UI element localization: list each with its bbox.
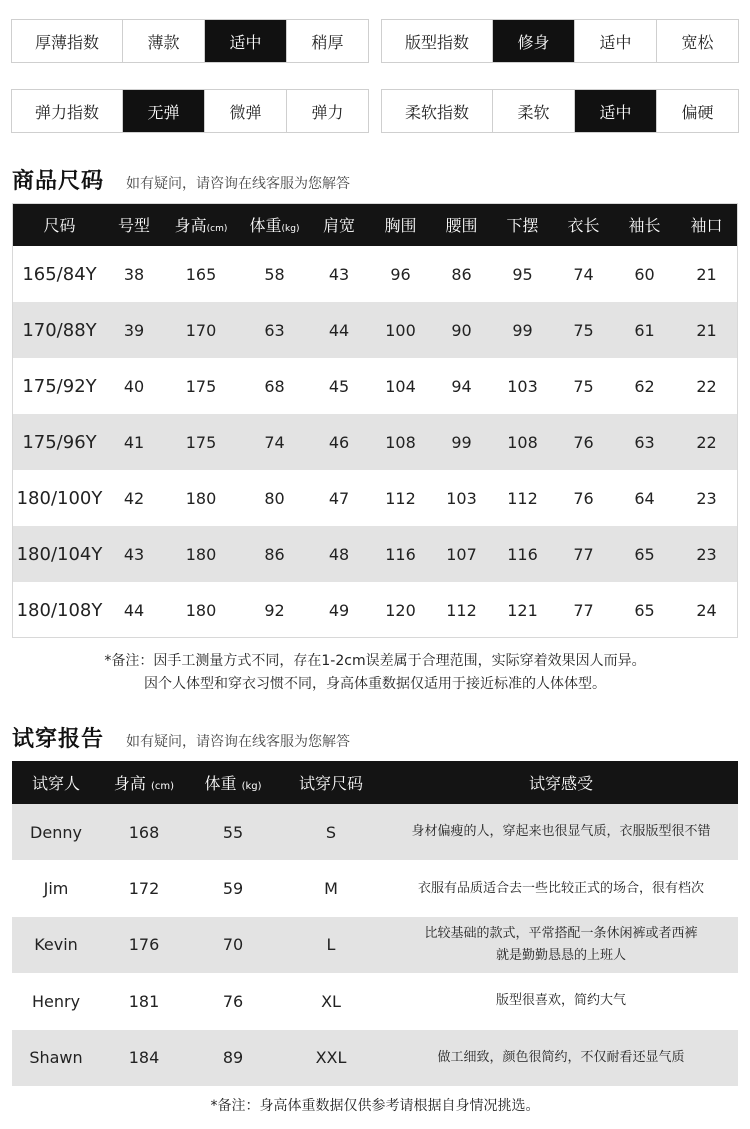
size-value-cell: 120: [385, 600, 416, 620]
softness-option-hard: 偏硬: [656, 90, 738, 132]
header-tester-height-unit: (cm): [151, 781, 175, 792]
size-value-cell: 40: [123, 376, 145, 396]
size-label-cell: 165/84Y: [22, 263, 97, 285]
size-value-cell: 41: [107, 414, 161, 470]
softness-index-label: 柔软指数: [404, 102, 469, 122]
header-height-label: 身高: [174, 216, 207, 235]
fit-option-regular: 适中: [574, 20, 656, 62]
header-cuff: 袖口: [675, 203, 738, 246]
size-value-cell: 68: [264, 376, 285, 396]
size-note-line-1: *备注：因手工测量方式不同，存在1-2cm误差属于合理范围，实际穿着效果因人而异。: [104, 653, 646, 669]
size-label-cell: 180/108Y: [16, 599, 103, 621]
size-value-cell: 74: [241, 414, 308, 470]
size-table-row: [12, 414, 738, 470]
size-value-cell: 74: [573, 264, 594, 284]
tester-name-cell: Jim: [43, 879, 69, 899]
elasticity-index-label: 弹力指数: [34, 102, 99, 122]
size-value-cell: 21: [675, 302, 738, 358]
size-value-cell: 24: [696, 600, 717, 620]
size-value-cell: 43: [107, 526, 161, 582]
tester-feedback-line: 身材偏瘦的人，穿起来也很显气质，衣服版型很不错: [411, 824, 711, 840]
size-table-row: [12, 582, 738, 638]
size-section-title: 商品尺码: [12, 169, 105, 194]
size-value-cell: 62: [634, 376, 655, 396]
elasticity-option-stretch: 弹力: [286, 90, 368, 132]
size-value-cell: 94: [451, 376, 472, 396]
tester-weight-cell: 59: [222, 879, 244, 899]
size-value-cell: 49: [328, 600, 350, 620]
tester-feedback-cell: [384, 917, 738, 973]
try-table-row: [12, 917, 738, 973]
header-height: [161, 203, 241, 246]
size-chart-table: [12, 203, 738, 638]
tester-size-cell: XXL: [278, 1030, 384, 1086]
size-value-cell: 47: [328, 488, 350, 508]
header-model: 号型: [107, 203, 161, 246]
size-value-cell: 95: [512, 264, 533, 284]
try-table-row: [12, 1030, 738, 1086]
tester-feedback-cell: [384, 860, 738, 916]
thickness-option-thin: 薄款: [122, 20, 204, 62]
size-value-cell: 23: [696, 488, 717, 508]
size-value-cell: 103: [507, 376, 538, 396]
size-value-cell: 39: [107, 302, 161, 358]
size-value-cell: 63: [241, 302, 308, 358]
tester-feedback-cell: [384, 973, 738, 1029]
softness-option-soft: 柔软: [492, 90, 574, 132]
try-section-heading: [12, 722, 350, 753]
size-value-cell: 103: [446, 488, 477, 508]
thickness-index-label: 厚薄指数: [34, 32, 99, 52]
size-value-cell: 100: [370, 302, 431, 358]
size-value-cell: 75: [573, 376, 594, 396]
header-tester-height-label: 身高: [113, 774, 146, 793]
header-tester: 试穿人: [12, 761, 100, 804]
size-value-cell: 99: [431, 414, 492, 470]
size-value-cell: 21: [696, 264, 717, 284]
header-tester-size: 试穿尺码: [278, 761, 384, 804]
tester-height-cell: 184: [100, 1030, 188, 1086]
tester-size-cell: M: [324, 879, 338, 899]
size-value-cell: 44: [123, 600, 145, 620]
size-value-cell: 65: [634, 600, 655, 620]
thickness-option-thick: 稍厚: [286, 20, 368, 62]
tester-size-cell: S: [278, 804, 384, 860]
header-tester-weight-label: 体重: [204, 774, 237, 793]
header-shoulder: 肩宽: [308, 203, 370, 246]
size-value-cell: 63: [614, 414, 675, 470]
try-section-subtitle: 如有疑问，请咨询在线客服为您解答: [126, 734, 351, 750]
size-value-cell: 45: [328, 376, 350, 396]
size-value-cell: 180: [185, 600, 217, 620]
size-table-row: [12, 358, 738, 414]
tester-feedback-line: 版型很喜欢，简约大气: [495, 993, 626, 1009]
size-label-cell: 170/88Y: [12, 302, 107, 358]
tester-feedback-line: 就是勤勤恳恳的上班人: [495, 947, 626, 963]
thickness-option-medium: 适中: [204, 20, 286, 62]
try-table-row: [12, 860, 738, 916]
size-value-cell: 77: [553, 526, 614, 582]
tester-weight-cell: 70: [188, 917, 278, 973]
header-chest: 胸围: [370, 203, 431, 246]
try-table-row: [12, 973, 738, 1029]
try-note: *备注：身高体重数据仅供参考请根据自身情况挑选。: [210, 1098, 540, 1114]
size-value-cell: 38: [123, 264, 145, 284]
size-value-cell: 60: [634, 264, 655, 284]
size-value-cell: 86: [241, 526, 308, 582]
tester-weight-cell: 55: [188, 804, 278, 860]
tester-feedback-cell: [384, 804, 738, 860]
size-value-cell: 108: [370, 414, 431, 470]
elasticity-option-slight: 微弹: [204, 90, 286, 132]
size-value-cell: 121: [507, 600, 538, 620]
tester-feedback-line: 衣服有品质适合去一些比较正式的场合，很有档次: [417, 880, 704, 896]
try-on-report-table: [12, 761, 738, 1086]
size-value-cell: 180: [185, 488, 217, 508]
size-value-cell: 23: [675, 526, 738, 582]
fit-index-label: 版型指数: [404, 32, 469, 52]
size-label-cell: 180/104Y: [12, 526, 107, 582]
header-tester-weight: [188, 761, 278, 804]
try-table-row: [12, 804, 738, 860]
tester-weight-cell: 89: [188, 1030, 278, 1086]
size-note-line-2: 因个人体型和穿衣习惯不同，身高体重数据仅适用于接近标准的人体体型。: [144, 676, 606, 692]
tester-weight-cell: 76: [222, 991, 244, 1011]
size-value-cell: 165: [185, 264, 217, 284]
tester-name-cell: Henry: [31, 991, 81, 1011]
header-hem: 下摆: [492, 203, 553, 246]
header-sleeve: 袖长: [614, 203, 675, 246]
size-value-cell: 44: [308, 302, 370, 358]
tester-height-cell: 181: [128, 991, 160, 1011]
size-value-cell: 22: [696, 376, 717, 396]
header-weight-unit: (kg): [281, 224, 300, 234]
size-label-cell: 175/96Y: [12, 414, 107, 470]
elasticity-option-none: 无弹: [122, 90, 204, 132]
size-value-cell: 65: [614, 526, 675, 582]
size-value-cell: 112: [446, 600, 477, 620]
size-value-cell: 64: [634, 488, 655, 508]
size-value-cell: 180: [161, 526, 241, 582]
size-label-cell: 175/92Y: [22, 375, 97, 397]
tester-name-cell: Denny: [12, 804, 100, 860]
header-height-unit: (cm): [206, 224, 228, 234]
size-value-cell: 96: [390, 264, 411, 284]
tester-feedback-line: 比较基础的款式，平常搭配一条休闲裤或者西裤: [424, 925, 698, 941]
tester-size-cell: XL: [321, 991, 341, 1011]
size-value-cell: 86: [451, 264, 472, 284]
softness-option-medium: 适中: [574, 90, 656, 132]
size-table-header-row: [12, 203, 738, 246]
fit-index-group: [381, 19, 739, 63]
size-value-cell: 61: [614, 302, 675, 358]
size-value-cell: 92: [264, 600, 285, 620]
size-value-cell: 46: [308, 414, 370, 470]
size-value-cell: 116: [492, 526, 553, 582]
size-table-row: [12, 526, 738, 582]
size-value-cell: 58: [264, 264, 285, 284]
size-value-cell: 76: [553, 414, 614, 470]
size-value-cell: 175: [161, 414, 241, 470]
try-table-header-row: [12, 761, 738, 804]
tester-height-cell: 168: [100, 804, 188, 860]
size-value-cell: 77: [573, 600, 594, 620]
tester-height-cell: 172: [128, 879, 160, 899]
size-section-heading: [12, 164, 350, 195]
softness-index-group: [381, 89, 739, 133]
header-size: 尺码: [12, 203, 107, 246]
try-section-title: 试穿报告: [12, 727, 105, 752]
size-section-subtitle: 如有疑问，请咨询在线客服为您解答: [126, 176, 351, 192]
size-value-cell: 80: [264, 488, 285, 508]
fit-option-slim: 修身: [492, 20, 574, 62]
size-value-cell: 48: [308, 526, 370, 582]
fit-option-loose: 宽松: [656, 20, 738, 62]
size-value-cell: 75: [553, 302, 614, 358]
tester-name-cell: Kevin: [12, 917, 100, 973]
elasticity-index-group: [11, 89, 369, 133]
header-weight: [241, 203, 308, 246]
tester-feedback-cell: [384, 1030, 738, 1086]
header-tester-feedback: 试穿感受: [384, 761, 738, 804]
size-table-row: [12, 302, 738, 358]
header-tester-weight-unit: (kg): [241, 781, 262, 792]
size-value-cell: 43: [328, 264, 350, 284]
size-label-cell: 180/100Y: [16, 487, 103, 509]
size-value-cell: 42: [123, 488, 145, 508]
size-value-cell: 99: [492, 302, 553, 358]
size-value-cell: 175: [185, 376, 217, 396]
tester-height-cell: 176: [100, 917, 188, 973]
size-value-cell: 112: [507, 488, 538, 508]
size-value-cell: 76: [573, 488, 594, 508]
size-value-cell: 170: [161, 302, 241, 358]
size-table-row: [12, 470, 738, 526]
size-value-cell: 108: [492, 414, 553, 470]
header-weight-label: 体重: [249, 216, 282, 235]
size-note: [0, 650, 750, 696]
size-value-cell: 90: [431, 302, 492, 358]
size-value-cell: 107: [431, 526, 492, 582]
size-value-cell: 112: [385, 488, 416, 508]
tester-feedback-line: 做工细致，颜色很简约，不仅耐看还显气质: [437, 1049, 685, 1065]
size-value-cell: 22: [675, 414, 738, 470]
tester-size-cell: L: [278, 917, 384, 973]
size-value-cell: 116: [370, 526, 431, 582]
size-table-row: [12, 246, 738, 302]
size-value-cell: 104: [385, 376, 416, 396]
header-length: 衣长: [553, 203, 614, 246]
header-tester-height: [100, 761, 188, 804]
tester-name-cell: Shawn: [12, 1030, 100, 1086]
header-waist: 腰围: [431, 203, 492, 246]
thickness-index-group: [11, 19, 369, 63]
